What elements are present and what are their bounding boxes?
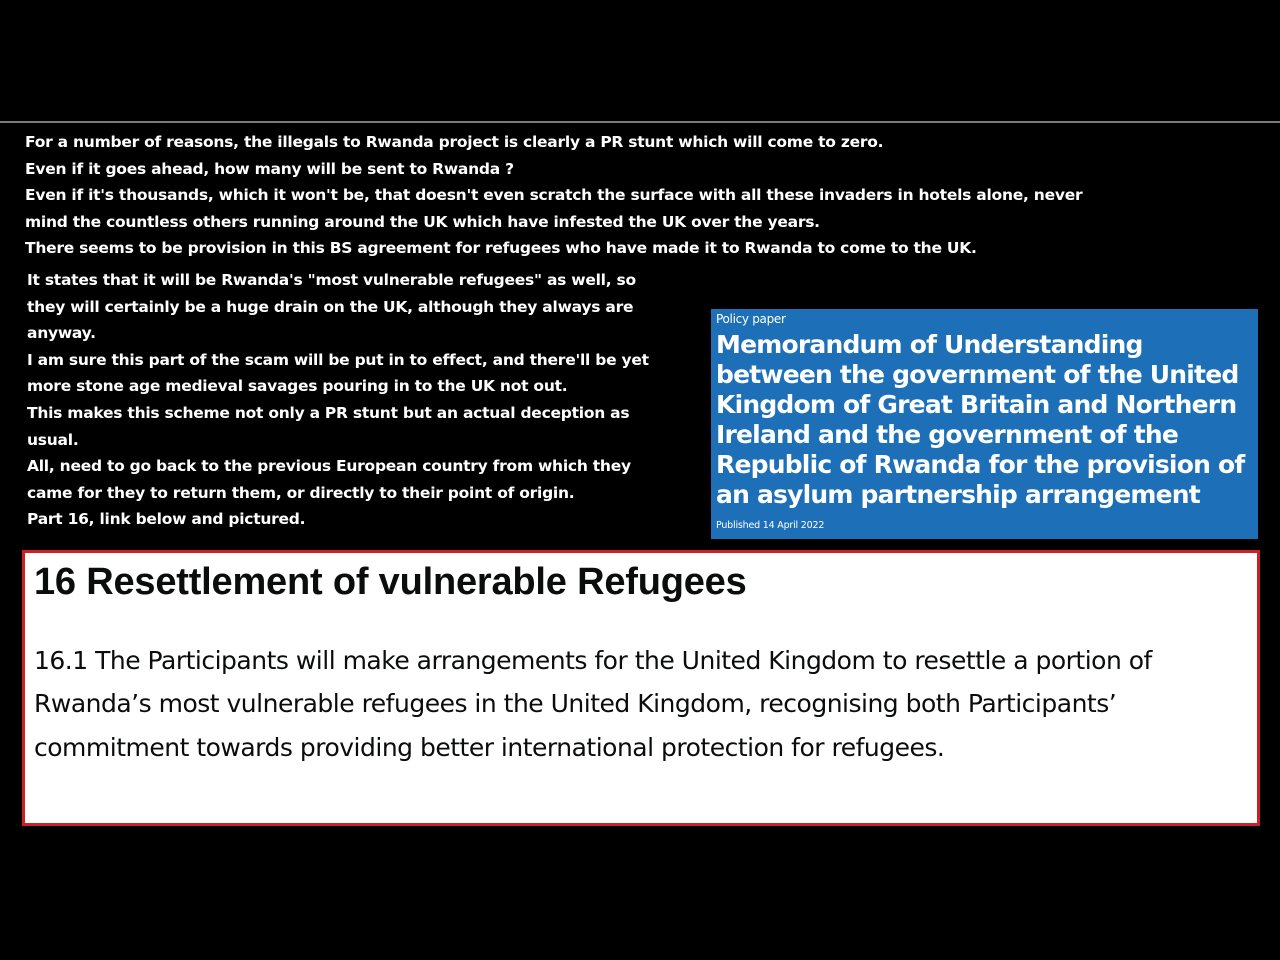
divider-line xyxy=(0,121,1280,123)
commentary-top-text: For a number of reasons, the illegals to Rwanda project is clearly a PR stunt which will come to zero. Even if it goes ahead, how many will be sent to Rwanda ? Even if it's thousands, which it won't be, that doesn't even scratch the surface with all these invaders in hotels alone, never mind the countless others running around the UK which have infested the UK over the years. There seems to be provision in this BS agreement for refugees who have made it to Rwanda to come to the UK. xyxy=(25,133,1083,258)
policy-paper-title: Memorandum of Understanding between the government of the United Kingdom of Great Britain and Northern Ireland and the government of the Republic of Rwanda for the provision of an asylum partnership arrangement xyxy=(716,330,1245,509)
section-heading: 16 Resettlement of vulnerable Refugees xyxy=(34,561,747,603)
policy-paper-header xyxy=(711,309,1258,539)
policy-paper-kicker: Policy paper xyxy=(716,312,786,326)
section-excerpt xyxy=(22,550,1260,826)
policy-paper-published-date: Published 14 April 2022 xyxy=(716,520,825,531)
section-body: 16.1 The Participants will make arrangements for the United Kingdom to resettle a portion of Rwanda’s most vulnerable refugees in the United Kingdom, recognising both Participants’ commitment towards providing better international protection for refugees. xyxy=(34,646,1152,762)
commentary-left-text: It states that it will be Rwanda's "most vulnerable refugees" as well, so they will certainly be a huge drain on the UK, although they always are anyway. I am sure this part of the scam will be put in to effect, and there'll be yet more stone age medieval savages pouring in to the UK not out. This makes this scheme not only a PR stunt but an actual deception as usual. All, need to go back to the previous European country from which they came for they to return them, or directly to their point of origin. Part 16, link below and pictured. xyxy=(27,271,649,529)
